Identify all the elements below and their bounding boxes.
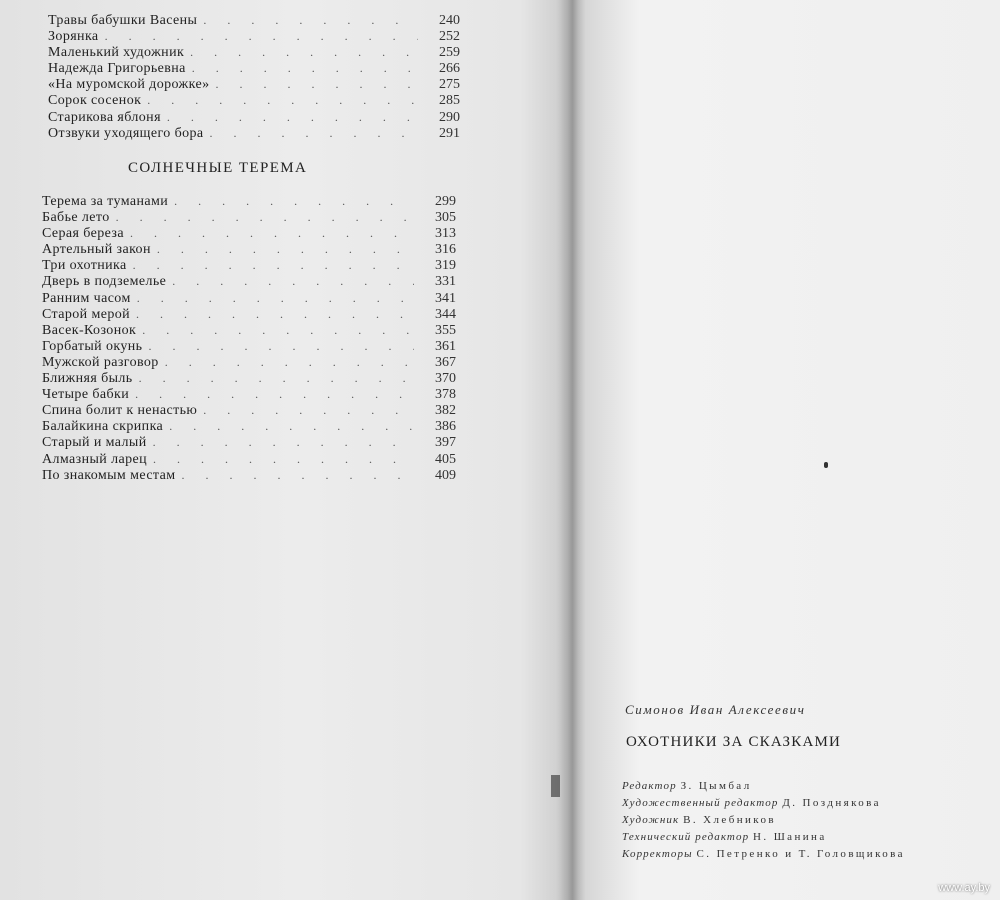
toc-entry — [42, 418, 456, 434]
toc-entry-title: Зорянка — [48, 29, 99, 45]
toc-dot-leader — [172, 273, 414, 289]
toc-entry-title: Артельный закон — [42, 242, 151, 258]
toc-entry-title: Балайкина скрипка — [42, 419, 164, 435]
credit-line — [622, 829, 992, 846]
credit-role: Редактор — [622, 780, 677, 792]
toc-dot-leader — [165, 354, 414, 370]
toc-entry-title: Мужской разговор — [42, 354, 159, 370]
toc-dot-leader — [130, 225, 414, 241]
toc-dot-leader — [192, 60, 418, 76]
toc-entry-page: 305 — [435, 210, 456, 226]
toc-entry-page: 291 — [439, 125, 460, 141]
toc-entry — [48, 109, 460, 125]
toc-entry — [42, 322, 456, 338]
toc-entry-page: 275 — [439, 77, 460, 93]
credit-name: С. Петренко и Т. Головщикова — [696, 848, 905, 860]
credit-line — [622, 778, 992, 795]
toc-dot-leader — [142, 322, 414, 338]
credit-name: Н. Шанина — [753, 831, 827, 843]
toc-entry-page: 344 — [435, 306, 456, 322]
imprint-book-title: ОХОТНИКИ ЗА СКАЗКАМИ — [626, 734, 842, 750]
toc-entry — [48, 60, 460, 76]
toc-entry-title: «На муромской дорожке» — [48, 77, 210, 93]
toc-dot-leader — [153, 451, 414, 467]
toc-list-part-two — [42, 193, 456, 483]
toc-entry-page: 299 — [435, 194, 456, 209]
toc-entry — [42, 451, 456, 467]
toc-entry — [42, 209, 456, 225]
toc-entry-title: Отзвуки уходящего бора — [48, 125, 204, 141]
toc-entry-title: Надежда Григорьевна — [48, 61, 186, 77]
toc-dot-leader — [147, 92, 418, 108]
credit-line — [622, 846, 992, 863]
toc-dot-leader — [167, 109, 418, 125]
paper-speck — [824, 462, 828, 468]
toc-entry-page: 240 — [439, 13, 460, 28]
toc-dot-leader — [139, 370, 414, 386]
toc-entry — [42, 370, 456, 386]
toc-entry-page: 290 — [439, 109, 460, 125]
toc-entry-title: Четыре бабки — [42, 387, 130, 403]
toc-dot-leader — [105, 28, 418, 44]
toc-entry — [42, 273, 456, 289]
toc-entry-title: Серая береза — [42, 226, 124, 242]
toc-dot-leader — [116, 209, 414, 225]
toc-dot-leader — [148, 338, 414, 354]
credit-role: Художник — [622, 814, 680, 826]
section-heading: СОЛНЕЧНЫЕ ТЕРЕМА — [128, 160, 308, 176]
toc-entry — [42, 434, 456, 450]
toc-entry-title: Спина болит к ненастью — [42, 403, 198, 419]
toc-entry — [48, 44, 460, 60]
toc-entry — [48, 125, 460, 141]
toc-entry-page: 397 — [435, 435, 456, 451]
toc-entry — [42, 257, 456, 273]
toc-dot-leader — [137, 290, 414, 306]
toc-entry — [42, 193, 456, 209]
toc-dot-leader — [190, 44, 418, 60]
toc-entry-page: 361 — [435, 338, 456, 354]
toc-entry-page: 266 — [439, 61, 460, 77]
credit-name: Д. Позднякова — [782, 797, 881, 809]
toc-entry-page: 367 — [435, 354, 456, 370]
toc-dot-leader — [136, 306, 414, 322]
toc-entry-page: 285 — [439, 93, 460, 109]
credit-name: В. Хлебников — [683, 814, 776, 826]
toc-dot-leader — [203, 402, 414, 418]
toc-entry-page: 259 — [439, 45, 460, 61]
right-page-imprint — [578, 0, 1000, 900]
toc-entry — [42, 402, 456, 418]
toc-entry — [42, 225, 456, 241]
credit-role: Корректоры — [622, 848, 693, 860]
toc-entry-title: По знакомым местам — [42, 467, 176, 483]
toc-entry-title: Дверь в подземелье — [42, 274, 167, 290]
credit-line — [622, 812, 992, 829]
toc-entry-page: 331 — [435, 274, 456, 290]
toc-dot-leader — [216, 76, 419, 92]
toc-dot-leader — [182, 467, 415, 483]
toc-entry-page: 405 — [435, 451, 456, 467]
toc-entry-page: 386 — [435, 419, 456, 435]
binding-mark — [551, 775, 560, 797]
toc-entry-page: 319 — [435, 258, 456, 274]
toc-entry — [48, 28, 460, 44]
toc-entry-title: Васек-Козонок — [42, 322, 137, 338]
toc-dot-leader — [135, 386, 414, 402]
toc-entry-title: Три охотника — [42, 258, 127, 274]
toc-entry-title: Маленький художник — [48, 45, 185, 61]
credit-line — [622, 795, 992, 812]
credit-name: З. Цымбал — [680, 780, 752, 792]
toc-entry-title: Терема за туманами — [42, 194, 169, 209]
toc-dot-leader — [157, 241, 414, 257]
imprint-author: Симонов Иван Алексеевич — [625, 702, 806, 717]
toc-entry — [42, 467, 456, 483]
watermark: www.ay.by — [938, 882, 990, 894]
toc-entry-title: Алмазный ларец — [42, 451, 148, 467]
toc-entry-page: 382 — [435, 403, 456, 419]
toc-dot-leader — [210, 125, 418, 141]
toc-entry-page: 355 — [435, 322, 456, 338]
toc-entry-page: 313 — [435, 226, 456, 242]
toc-entry-page: 370 — [435, 371, 456, 387]
credit-role: Художественный редактор — [622, 797, 779, 809]
toc-entry — [42, 306, 456, 322]
toc-entry-title: Старый и малый — [42, 435, 147, 451]
toc-dot-leader — [174, 193, 414, 209]
toc-entry-title: Сорок сосенок — [48, 93, 142, 109]
toc-entry-page: 341 — [435, 290, 456, 306]
credit-role: Технический редактор — [622, 831, 750, 843]
toc-entry-page: 252 — [439, 29, 460, 45]
toc-entry-title: Старикова яблоня — [48, 109, 161, 125]
toc-entry — [42, 386, 456, 402]
imprint-credits — [622, 778, 992, 863]
toc-dot-leader — [203, 12, 418, 28]
toc-entry-page: 316 — [435, 242, 456, 258]
toc-entry — [42, 338, 456, 354]
toc-dot-leader — [169, 418, 414, 434]
toc-entry-title: Горбатый окунь — [42, 338, 143, 354]
toc-entry — [42, 290, 456, 306]
toc-entry — [48, 92, 460, 108]
toc-entry-page: 378 — [435, 387, 456, 403]
toc-entry — [42, 241, 456, 257]
toc-entry-title: Бабье лето — [42, 210, 110, 226]
toc-dot-leader — [153, 434, 414, 450]
toc-entry-title: Травы бабушки Васены — [48, 13, 198, 28]
toc-entry — [48, 76, 460, 92]
toc-entry — [48, 12, 460, 28]
toc-dot-leader — [133, 257, 414, 273]
toc-entry-title: Ближняя быль — [42, 371, 133, 387]
toc-entry-title: Ранним часом — [42, 290, 131, 306]
toc-entry-title: Старой мерой — [42, 306, 131, 322]
toc-entry-page: 409 — [435, 467, 456, 483]
toc-entry — [42, 354, 456, 370]
toc-list-part-one — [48, 12, 460, 141]
